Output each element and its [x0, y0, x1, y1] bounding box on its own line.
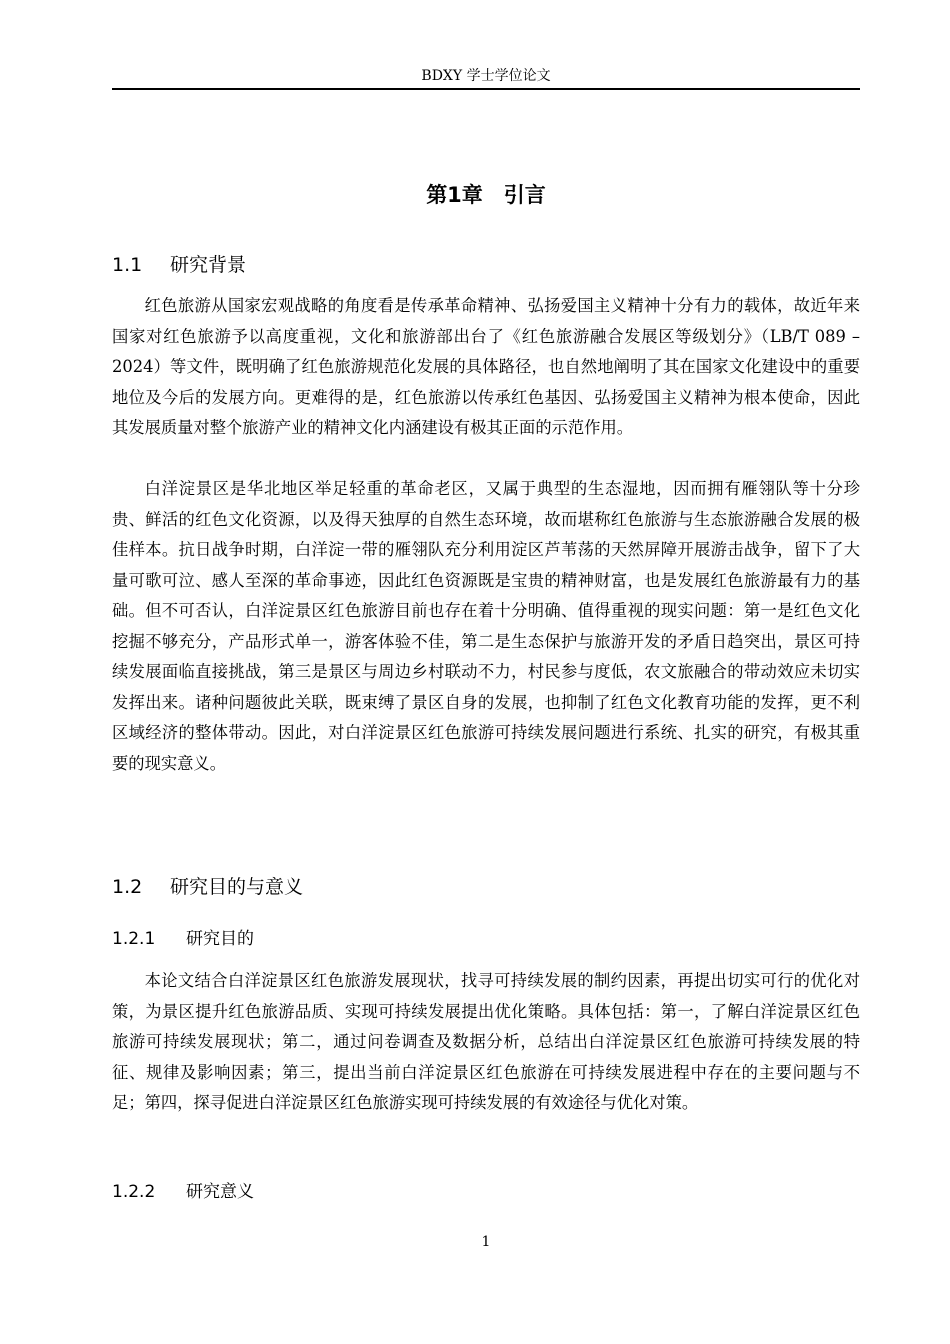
- section-heading-1-1: [112, 250, 246, 280]
- subsection-title: 研究意义: [186, 1182, 254, 1202]
- section-title: 研究背景: [170, 254, 247, 276]
- body-paragraph: 红色旅游从国家宏观战略的角度看是传承革命精神、弘扬爱国主义精神十分有力的载体，故近年来国家对红色旅游予以高度重视，文化和旅游部出台了《红色旅游融合发展区等级划分》（LB/T 089 – 2024）等文件，既明确了红色旅游规范化发展的具体路径，也自然地阐明了其在国家文化建设中的重要地位及今后的发展方向。更难得的是，红色旅游以传承红色基因、弘扬爱国主义精神为根本使命，因此其发展质量对整个旅游产业的精神文化内涵建设有极其正面的示范作用。: [112, 296, 860, 437]
- section-heading-1-2: [112, 872, 303, 902]
- section-number: 1.1: [112, 254, 143, 276]
- page-header: BDXY 学士学位论文: [421, 68, 551, 84]
- section-number: 1.2: [112, 876, 143, 898]
- chapter-title: 第1章 引言: [426, 183, 546, 207]
- body-paragraph: 本论文结合白洋淀景区红色旅游发展现状，找寻可持续发展的制约因素，再提出切实可行的优化对策，为景区提升红色旅游品质、实现可持续发展提出优化策略。具体包括：第一，了解白洋淀景区红色旅游可持续发展现状；第二，通过问卷调查及数据分析，总结出白洋淀景区红色旅游可持续发展的特征、规律及影响因素；第三，提出当前白洋淀景区红色旅游在可持续发展进程中存在的主要问题与不足；第四，探寻促进白洋淀景区红色旅游实现可持续发展的有效途径与优化对策。: [112, 971, 860, 1112]
- subsection-title: 研究目的: [186, 929, 254, 949]
- body-paragraph: 白洋淀景区是华北地区举足轻重的革命老区，又属于典型的生态湿地，因而拥有雁翎队等十分珍贵、鲜活的红色文化资源，以及得天独厚的自然生态环境，故而堪称红色旅游与生态旅游融合发展的极佳样本。抗日战争时期，白洋淀一带的雁翎队充分利用淀区芦苇荡的天然屏障开展游击战争，留下了大量可歌可泣、感人至深的革命事迹，因此红色资源既是宝贵的精神财富，也是发展红色旅游最有力的基础。但不可否认，白洋淀景区红色旅游目前也存在着十分明确、值得重视的现实问题：第一是红色文化挖掘不够充分，产品形式单一，游客体验不佳，第二是生态保护与旅游开发的矛盾日趋突出，景区可持续发展面临直接挑战，第三是景区与周边乡村联动不力，村民参与度低，农文旅融合的带动效应未切实发挥出来。诸种问题彼此关联，既束缚了景区自身的发展，也抑制了红色文化教育功能的发挥，更不利区域经济的整体带动。因此，对白洋淀景区红色旅游可持续发展问题进行系统、扎实的研究，有极其重要的现实意义。: [112, 479, 860, 773]
- subsection-number: 1.2.1: [112, 929, 156, 949]
- header-rule: [112, 88, 860, 90]
- subsection-heading-1-2-1: [112, 925, 254, 953]
- subsection-heading-1-2-2: [112, 1178, 254, 1206]
- page-number: 1: [481, 1234, 491, 1250]
- section-title: 研究目的与意义: [170, 876, 304, 898]
- subsection-number: 1.2.2: [112, 1182, 156, 1202]
